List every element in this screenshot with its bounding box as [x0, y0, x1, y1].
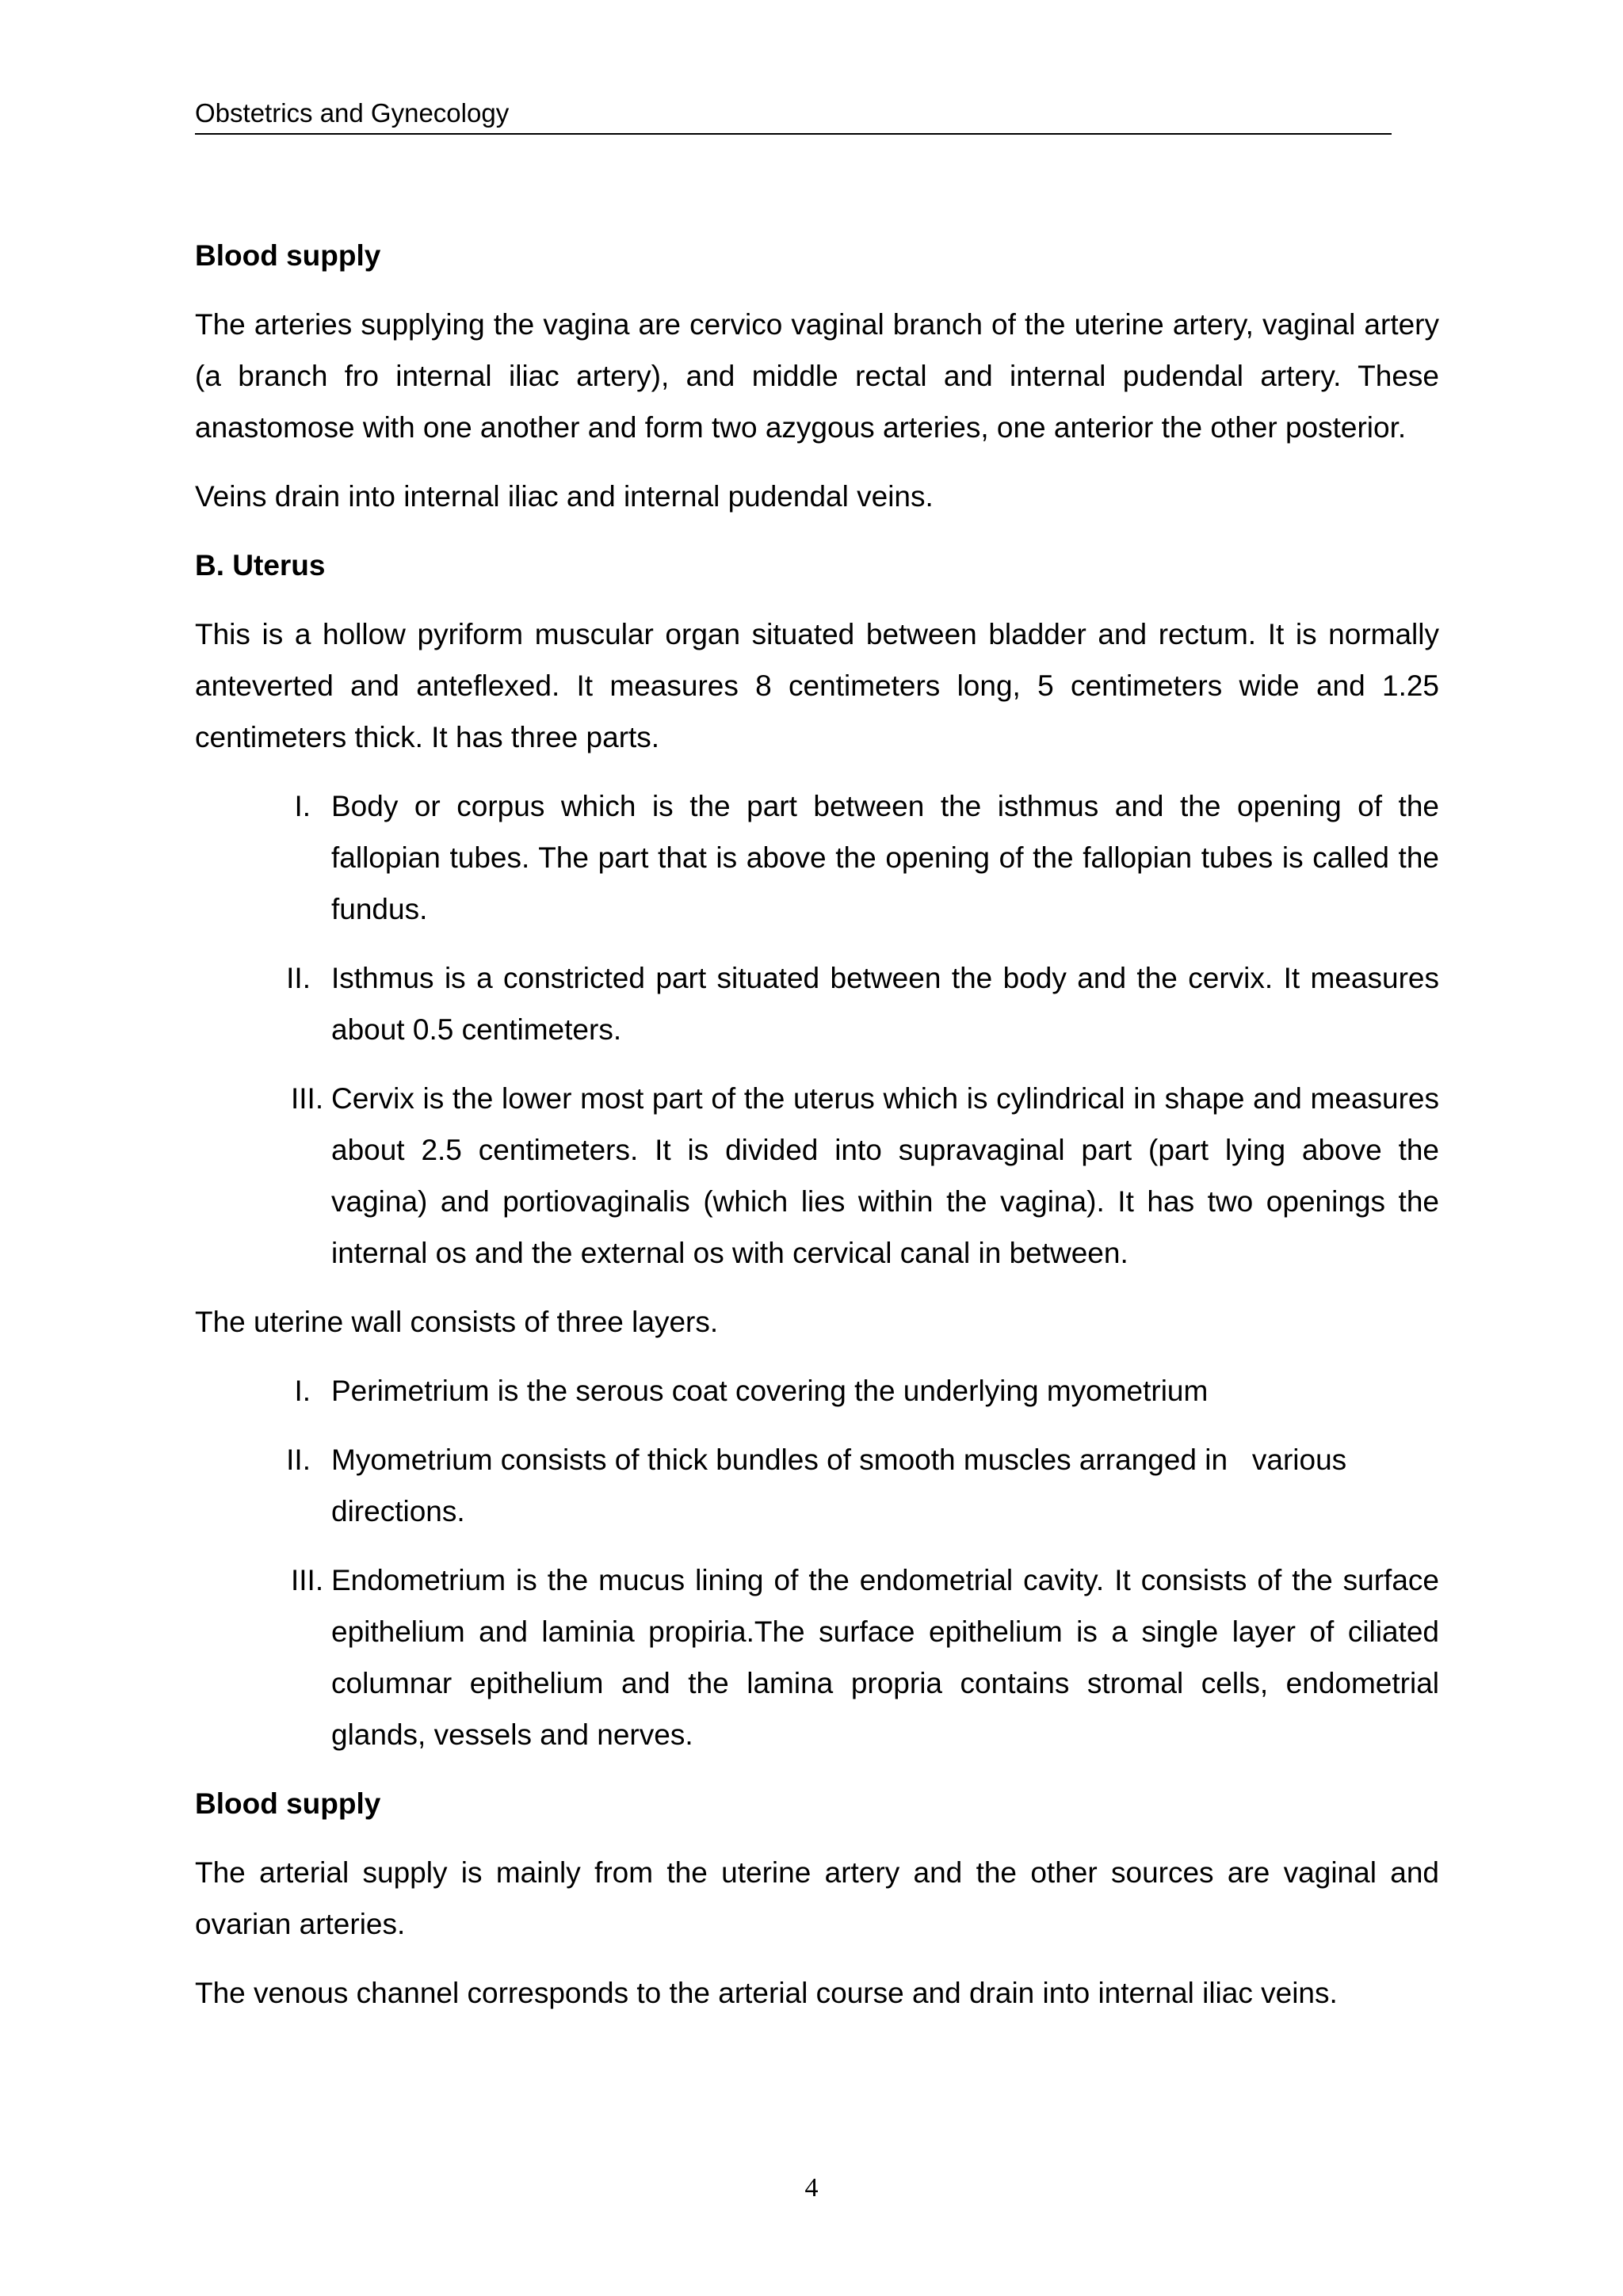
list-item-text: Perimetrium is the serous coat covering the underlying myometrium	[331, 1375, 1209, 1407]
list-marker: III.	[291, 1564, 324, 1596]
list-marker: I.	[294, 790, 311, 822]
list-item-text: Cervix is the lower most part of the uterus which is cylindrical in shape and measures about 2.5 centimeters. It is divided into supravaginal part (part lying above the vagina) and portiovaginalis (which lies within the vagina). It has two openings the internal os and the external os with cervical canal in between.	[331, 1082, 1439, 1269]
list-marker: II.	[286, 962, 311, 994]
page-number: 4	[804, 2173, 819, 2203]
running-header: Obstetrics and Gynecology	[195, 98, 510, 128]
paragraph-vaginal-veins: Veins drain into internal iliac and internal pudendal veins.	[195, 480, 934, 513]
uterus-parts-list	[195, 780, 1439, 1279]
section-heading-blood-supply-vagina: Blood supply	[195, 239, 381, 272]
list-item-text: Endometrium is the mucus lining of the endometrial cavity. It consists of the surface epithelium and laminia propiria.The surface epithelium is a single layer of ciliated columnar epithelium and the lamina propria contains stromal cells, endometrial glands, vessels and nerves.	[331, 1564, 1439, 1751]
section-heading-blood-supply-uterus: Blood supply	[195, 1787, 381, 1820]
list-item-text: Myometrium consists of thick bundles of smooth muscles arranged in various directions.	[331, 1444, 1355, 1527]
list-marker: I.	[294, 1375, 311, 1407]
list-item	[195, 1554, 1439, 1760]
list-item	[195, 1073, 1439, 1279]
section-heading-uterus: B. Uterus	[195, 549, 326, 582]
uterine-wall-layers-list	[195, 1365, 1439, 1760]
list-marker: II.	[286, 1444, 311, 1476]
list-item-text: Isthmus is a constricted part situated between the body and the cervix. It measures about 0.5 centimeters.	[331, 962, 1439, 1046]
paragraph-uterus-intro: This is a hollow pyriform muscular organ situated between bladder and rectum. It is normally anteverted and anteflexed. It measures 8 centimeters long, 5 centimeters wide and 1.25 centimeters thick. It has three parts.	[195, 618, 1439, 753]
page-content	[195, 230, 1439, 2036]
paragraph-uterine-veins: The venous channel corresponds to the arterial course and drain into internal iliac veins.	[195, 1977, 1338, 2009]
paragraph-uterine-arteries: The arterial supply is mainly from the uterine artery and the other sources are vaginal and ovarian arteries.	[195, 1856, 1439, 1940]
paragraph-uterine-wall-intro: The uterine wall consists of three layers.	[195, 1306, 719, 1338]
header-rule	[195, 133, 1392, 135]
list-item-text: Body or corpus which is the part between the isthmus and the opening of the fallopian tubes. The part that is above the opening of the fallopian tubes is called the fundus.	[331, 790, 1439, 925]
list-marker: III.	[291, 1082, 324, 1115]
list-item	[195, 780, 1439, 935]
list-item	[195, 1434, 1439, 1537]
list-item	[195, 1365, 1439, 1417]
paragraph-vaginal-arteries: The arteries supplying the vagina are cervico vaginal branch of the uterine artery, vaginal artery (a branch fro internal iliac artery), and middle rectal and internal pudendal artery. These anastomose with one another and form two azygous arteries, one anterior the other posterior.	[195, 308, 1439, 444]
list-item	[195, 952, 1439, 1055]
